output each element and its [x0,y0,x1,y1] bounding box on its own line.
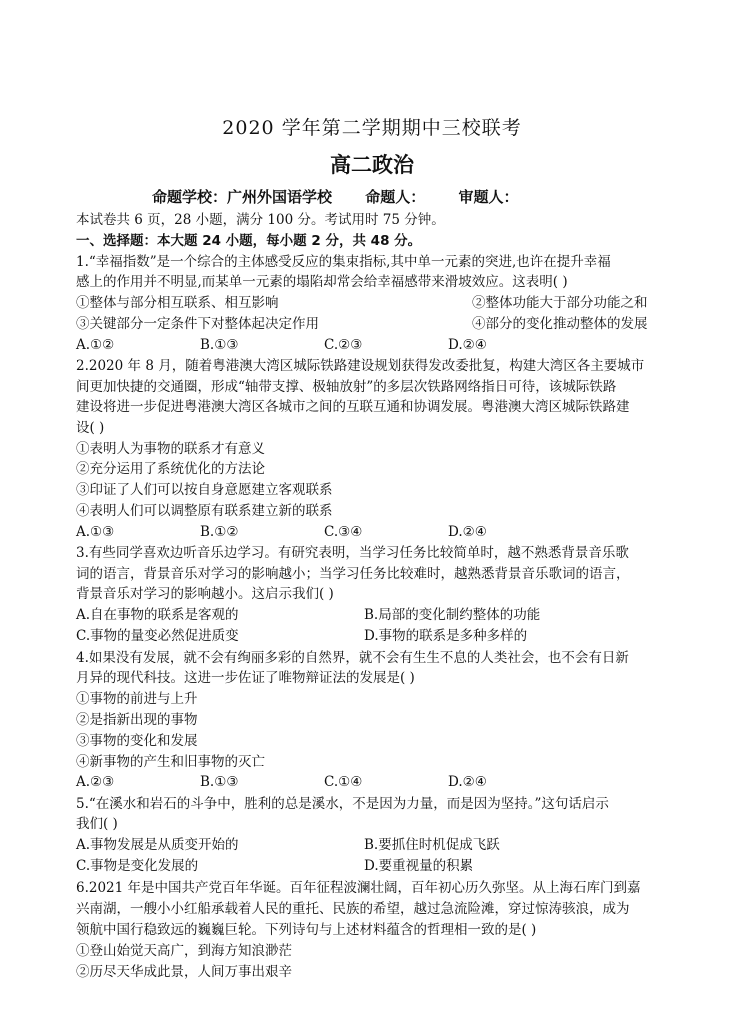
q6-stem-line: 领航中国行稳致远的巍巍巨轮。下列诗句与上述材料蕴含的哲理相一致的是( ) [76,922,537,938]
q5-options-row [76,856,652,876]
q4-options [76,772,572,792]
q4-item: ③事物的变化和发展 [76,733,198,749]
q1-option-a: A.①② [76,337,115,353]
q3-option-a: A.自在事物的联系是客观的 [76,607,239,623]
q5-stem-line: 5.“在溪水和岩石的斗争中，胜利的总是溪水，不是因为力量，而是因为坚持。”这句话启示 [76,796,609,812]
q1-item-row [76,314,648,334]
q4-option-c: C.①④ [324,774,363,790]
q3-stem-line: 词的语言，背景音乐对学习的影响越小；当学习任务比较难时，越熟悉背景音乐歌词的语言， [76,566,630,582]
q4-stem-line: 4.如果没有发展，就不会有绚丽多彩的自然界，就不会有生生不息的人类社会，也不会有日新 [76,650,629,666]
q2-stem-line: 2.2020 年 8 月，随着粤港澳大湾区城际铁路建设规划获得发改委批复，构建大湾区各主要城市 [76,358,645,374]
subject-title: 高二政治 [330,153,414,177]
q4-option-a: A.②③ [76,774,115,790]
q2-stem-line: 设( ) [76,420,105,436]
q5-options-row [76,835,652,855]
q4-stem-line: 月异的现代科技。这进一步佐证了唯物辩证法的发展是( ) [76,670,415,686]
q3-options-row [76,626,652,646]
q1-item: ④部分的变化推动整体的发展 [472,316,648,332]
q1-item: ①整体与部分相互联系、相互影响 [76,295,279,311]
meta-reviewer: 审题人： [458,188,519,206]
q2-option-d: D.②④ [448,524,487,540]
q6-item: ②历尽天华成此景，人间万事出艰辛 [76,964,292,980]
q1-option-c: C.②③ [324,337,363,353]
q5-stem-line: 我们( ) [76,816,118,832]
q4-item: ④新事物的产生和旧事物的灭亡 [76,754,265,770]
q6-item: ①登山始觉天高广，到海方知浪渺茫 [76,943,292,959]
q5-option-d: D.要重视量的积累 [364,858,474,874]
q3-options-row [76,605,652,625]
q3-option-d: D.事物的联系是多种多样的 [364,628,528,644]
q2-stem-line: 建设将进一步促进粤港澳大湾区各城市之间的互联互通和协调发展。粤港澳大湾区城际铁路建 [76,399,630,415]
q5-option-a: A.事物发展是从质变开始的 [76,837,239,853]
q3-option-b: B.局部的变化制约整体的功能 [364,607,541,623]
q2-options [76,522,572,542]
meta-setter: 命题人： [365,188,426,206]
q1-option-d: D.②④ [448,337,487,353]
q3-stem-line: 3.有些同学喜欢边听音乐边学习。有研究表明，当学习任务比较简单时，越不熟悉背景音乐歌 [76,545,629,561]
exam-title: 2020 学年第二学期期中三校联考 [222,117,522,139]
q2-item: ②充分运用了系统优化的方法论 [76,461,265,477]
q5-option-b: B.要抓住时机促成飞跃 [364,837,500,853]
q4-option-b: B.①③ [200,774,239,790]
q2-item: ①表明人为事物的联系才有意义 [76,441,265,457]
q4-item: ①事物的前进与上升 [76,691,198,707]
q4-item: ②是指新出现的事物 [76,712,198,728]
q1-item: ②整体功能大于部分功能之和 [472,295,648,311]
q5-option-c: C.事物是变化发展的 [76,858,199,874]
q2-option-b: B.①② [200,524,239,540]
q6-stem-line: 兴南湖，一艘小小红船承载着人民的重托、民族的希望，越过急流险滩，穿过惊涛骇浪，成为 [76,901,630,917]
q2-item: ③印证了人们可以按自身意愿建立客观联系 [76,482,333,498]
q3-option-c: C.事物的量变必然促进质变 [76,628,239,644]
section-heading: 一、选择题：本大题 24 小题，每小题 2 分，共 48 分。 [76,233,422,249]
q3-stem-line: 背景音乐对学习的影响越小。这启示我们( ) [76,586,334,602]
q4-option-d: D.②④ [448,774,487,790]
q2-option-c: C.③④ [324,524,363,540]
exam-meta [152,186,547,208]
q2-stem-line: 间更加快捷的交通圈，形成“轴带支撑、极轴放射”的多层次铁路网络指日可待，该城际铁路 [76,379,617,395]
meta-school: 命题学校：广州外国语学校 [152,188,333,206]
q1-options [76,335,572,355]
q1-option-b: B.①③ [200,337,239,353]
q2-item: ④表明人们可以调整原有联系建立新的联系 [76,503,333,519]
q1-item: ③关键部分一定条件下对整体起决定作用 [76,316,319,332]
q1-stem-line: 感上的作用并不明显,而某单一元素的塌陷却常会给幸福感带来滑坡效应。这表明( ) [76,274,568,290]
q2-option-a: A.①③ [76,524,115,540]
q6-stem-line: 6.2021 年是中国共产党百年华诞。百年征程波澜壮阔，百年初心历久弥坚。从上海石库门到嘉 [76,880,641,896]
q1-item-row [76,293,648,313]
exam-intro: 本试卷共 6 页，28 小题，满分 100 分。考试用时 75 分钟。 [76,212,445,228]
q1-stem-line: 1.“幸福指数”是一个综合的主体感受反应的集束指标,其中单一元素的突进,也许在提升幸福 [76,254,611,270]
